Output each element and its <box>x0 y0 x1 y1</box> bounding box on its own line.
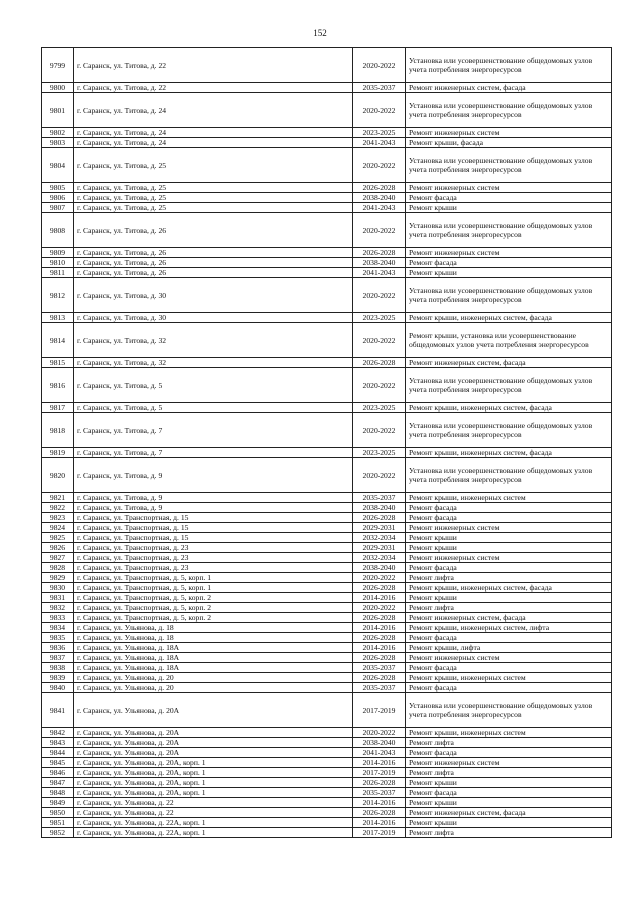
address-cell: г. Саранск, ул. Ульянова, д. 20А, корп. 1 <box>74 788 353 798</box>
address-cell: г. Саранск, ул. Транспортная, д. 23 <box>74 553 353 563</box>
table-row <box>42 798 612 808</box>
work-type-cell: Ремонт фасада <box>406 633 612 643</box>
row-number: 9812 <box>42 278 74 313</box>
table-row <box>42 663 612 673</box>
period-cell: 2017-2019 <box>353 693 406 728</box>
work-type-cell: Ремонт инженерных систем <box>406 248 612 258</box>
table-row <box>42 683 612 693</box>
row-number: 9831 <box>42 593 74 603</box>
table-body <box>42 48 612 838</box>
table-row <box>42 93 612 128</box>
work-type-cell: Ремонт крыши, инженерных систем, фасада <box>406 448 612 458</box>
work-type-cell: Ремонт лифта <box>406 768 612 778</box>
work-type-cell: Ремонт лифта <box>406 603 612 613</box>
address-cell: г. Саранск, ул. Ульянова, д. 18 <box>74 623 353 633</box>
work-type-cell: Ремонт лифта <box>406 573 612 583</box>
period-cell: 2035-2037 <box>353 493 406 503</box>
address-cell: г. Саранск, ул. Транспортная, д. 5, корп. 2 <box>74 593 353 603</box>
work-type-cell: Ремонт фасада <box>406 663 612 673</box>
period-cell: 2032-2034 <box>353 553 406 563</box>
period-cell: 2026-2028 <box>353 778 406 788</box>
period-cell: 2035-2037 <box>353 83 406 93</box>
work-type-cell: Ремонт инженерных систем, фасада <box>406 358 612 368</box>
address-cell: г. Саранск, ул. Титова, д. 32 <box>74 358 353 368</box>
work-type-cell: Ремонт фасада <box>406 513 612 523</box>
row-number: 9801 <box>42 93 74 128</box>
period-cell: 2029-2031 <box>353 543 406 553</box>
address-cell: г. Саранск, ул. Транспортная, д. 15 <box>74 523 353 533</box>
row-number: 9809 <box>42 248 74 258</box>
row-number: 9839 <box>42 673 74 683</box>
address-cell: г. Саранск, ул. Транспортная, д. 15 <box>74 513 353 523</box>
work-type-cell: Ремонт крыши, инженерных систем <box>406 673 612 683</box>
work-type-cell: Установка или усовершенствование общедомовых узлов учета потребления энергоресурсов <box>406 413 612 448</box>
work-type-cell: Ремонт крыши, инженерных систем, фасада <box>406 583 612 593</box>
table-row <box>42 493 612 503</box>
row-number: 9827 <box>42 553 74 563</box>
work-type-cell: Установка или усовершенствование общедомовых узлов учета потребления энергоресурсов <box>406 93 612 128</box>
table-row <box>42 503 612 513</box>
row-number: 9830 <box>42 583 74 593</box>
period-cell: 2020-2022 <box>353 573 406 583</box>
table-row <box>42 768 612 778</box>
work-type-cell: Ремонт крыши <box>406 203 612 213</box>
period-cell: 2020-2022 <box>353 148 406 183</box>
period-cell: 2020-2022 <box>353 93 406 128</box>
row-number: 9838 <box>42 663 74 673</box>
period-cell: 2041-2043 <box>353 748 406 758</box>
address-cell: г. Саранск, ул. Ульянова, д. 22А, корп. 1 <box>74 828 353 838</box>
period-cell: 2038-2040 <box>353 738 406 748</box>
row-number: 9837 <box>42 653 74 663</box>
work-type-cell: Ремонт инженерных систем, фасада <box>406 613 612 623</box>
work-type-cell: Установка или усовершенствование общедомовых узлов учета потребления энергоресурсов <box>406 213 612 248</box>
address-cell: г. Саранск, ул. Ульянова, д. 18А <box>74 663 353 673</box>
row-number: 9826 <box>42 543 74 553</box>
row-number: 9800 <box>42 83 74 93</box>
work-type-cell: Ремонт лифта <box>406 828 612 838</box>
table-row <box>42 738 612 748</box>
row-number: 9832 <box>42 603 74 613</box>
period-cell: 2020-2022 <box>353 213 406 248</box>
work-type-cell: Ремонт фасада <box>406 683 612 693</box>
period-cell: 2038-2040 <box>353 258 406 268</box>
period-cell: 2014-2016 <box>353 798 406 808</box>
address-cell: г. Саранск, ул. Титова, д. 5 <box>74 403 353 413</box>
address-cell: г. Саранск, ул. Ульянова, д. 22 <box>74 798 353 808</box>
period-cell: 2020-2022 <box>353 603 406 613</box>
address-cell: г. Саранск, ул. Транспортная, д. 5, корп. 2 <box>74 603 353 613</box>
address-cell: г. Саранск, ул. Транспортная, д. 5, корп. 1 <box>74 573 353 583</box>
row-number: 9843 <box>42 738 74 748</box>
table-row <box>42 458 612 493</box>
period-cell: 2026-2028 <box>353 583 406 593</box>
row-number: 9822 <box>42 503 74 513</box>
period-cell: 2020-2022 <box>353 728 406 738</box>
period-cell: 2020-2022 <box>353 278 406 313</box>
row-number: 9818 <box>42 413 74 448</box>
period-cell: 2014-2016 <box>353 758 406 768</box>
period-cell: 2026-2028 <box>353 613 406 623</box>
work-type-cell: Ремонт фасада <box>406 193 612 203</box>
table-row <box>42 543 612 553</box>
period-cell: 2014-2016 <box>353 643 406 653</box>
address-cell: г. Саранск, ул. Титова, д. 9 <box>74 458 353 493</box>
row-number: 9849 <box>42 798 74 808</box>
period-cell: 2038-2040 <box>353 193 406 203</box>
table-row <box>42 148 612 183</box>
address-cell: г. Саранск, ул. Титова, д. 24 <box>74 93 353 128</box>
period-cell: 2035-2037 <box>353 788 406 798</box>
table-row <box>42 448 612 458</box>
address-cell: г. Саранск, ул. Титова, д. 25 <box>74 193 353 203</box>
work-type-cell: Ремонт крыши, фасада <box>406 138 612 148</box>
row-number: 9805 <box>42 183 74 193</box>
address-cell: г. Саранск, ул. Титова, д. 30 <box>74 278 353 313</box>
table-row <box>42 593 612 603</box>
table-row <box>42 603 612 613</box>
address-cell: г. Саранск, ул. Титова, д. 9 <box>74 503 353 513</box>
table-row <box>42 258 612 268</box>
work-type-cell: Ремонт крыши, инженерных систем, лифта <box>406 623 612 633</box>
address-cell: г. Саранск, ул. Титова, д. 25 <box>74 183 353 193</box>
address-cell: г. Саранск, ул. Титова, д. 7 <box>74 448 353 458</box>
address-cell: г. Саранск, ул. Титова, д. 22 <box>74 83 353 93</box>
row-number: 9836 <box>42 643 74 653</box>
row-number: 9851 <box>42 818 74 828</box>
table-row <box>42 653 612 663</box>
table-row <box>42 193 612 203</box>
work-type-cell: Ремонт инженерных систем <box>406 758 612 768</box>
work-type-cell: Ремонт фасада <box>406 563 612 573</box>
address-cell: г. Саранск, ул. Ульянова, д. 20А <box>74 728 353 738</box>
work-type-cell: Ремонт фасада <box>406 748 612 758</box>
row-number: 9803 <box>42 138 74 148</box>
work-type-cell: Установка или усовершенствование общедомовых узлов учета потребления энергоресурсов <box>406 148 612 183</box>
table-row <box>42 48 612 83</box>
address-cell: г. Саранск, ул. Титова, д. 26 <box>74 268 353 278</box>
address-cell: г. Саранск, ул. Титова, д. 32 <box>74 323 353 358</box>
period-cell: 2014-2016 <box>353 593 406 603</box>
table-row <box>42 183 612 193</box>
table-row <box>42 83 612 93</box>
period-cell: 2026-2028 <box>353 513 406 523</box>
work-type-cell: Ремонт крыши <box>406 533 612 543</box>
work-type-cell: Ремонт фасада <box>406 503 612 513</box>
period-cell: 2038-2040 <box>353 503 406 513</box>
table-row <box>42 523 612 533</box>
row-number: 9811 <box>42 268 74 278</box>
work-type-cell: Ремонт крыши, инженерных систем, фасада <box>406 403 612 413</box>
work-type-cell: Ремонт инженерных систем <box>406 183 612 193</box>
period-cell: 2026-2028 <box>353 633 406 643</box>
row-number: 9848 <box>42 788 74 798</box>
address-cell: г. Саранск, ул. Титова, д. 7 <box>74 413 353 448</box>
table-row <box>42 323 612 358</box>
row-number: 9824 <box>42 523 74 533</box>
address-cell: г. Саранск, ул. Ульянова, д. 18А <box>74 653 353 663</box>
address-cell: г. Саранск, ул. Ульянова, д. 20А <box>74 738 353 748</box>
table-row <box>42 643 612 653</box>
row-number: 9819 <box>42 448 74 458</box>
table-row <box>42 633 612 643</box>
address-cell: г. Саранск, ул. Ульянова, д. 20 <box>74 673 353 683</box>
address-cell: г. Саранск, ул. Ульянова, д. 18А <box>74 643 353 653</box>
row-number: 9810 <box>42 258 74 268</box>
address-cell: г. Саранск, ул. Ульянова, д. 20А, корп. 1 <box>74 768 353 778</box>
row-number: 9825 <box>42 533 74 543</box>
period-cell: 2026-2028 <box>353 653 406 663</box>
table-row <box>42 553 612 563</box>
work-type-cell: Ремонт крыши <box>406 543 612 553</box>
address-cell: г. Саранск, ул. Титова, д. 26 <box>74 213 353 248</box>
table-row <box>42 533 612 543</box>
table-row <box>42 203 612 213</box>
address-cell: г. Саранск, ул. Титова, д. 22 <box>74 48 353 83</box>
table-row <box>42 828 612 838</box>
address-cell: г. Саранск, ул. Титова, д. 25 <box>74 148 353 183</box>
table-row <box>42 748 612 758</box>
table-row <box>42 728 612 738</box>
table-row <box>42 313 612 323</box>
period-cell: 2023-2025 <box>353 313 406 323</box>
work-type-cell: Ремонт фасада <box>406 788 612 798</box>
row-number: 9835 <box>42 633 74 643</box>
work-type-cell: Ремонт крыши, инженерных систем <box>406 728 612 738</box>
address-cell: г. Саранск, ул. Титова, д. 25 <box>74 203 353 213</box>
address-cell: г. Саранск, ул. Титова, д. 24 <box>74 128 353 138</box>
table-row <box>42 563 612 573</box>
period-cell: 2026-2028 <box>353 183 406 193</box>
row-number: 9816 <box>42 368 74 403</box>
period-cell: 2020-2022 <box>353 323 406 358</box>
table-row <box>42 138 612 148</box>
period-cell: 2032-2034 <box>353 533 406 543</box>
table-row <box>42 213 612 248</box>
work-type-cell: Установка или усовершенствование общедомовых узлов учета потребления энергоресурсов <box>406 693 612 728</box>
address-cell: г. Саранск, ул. Ульянова, д. 22 <box>74 808 353 818</box>
work-type-cell: Ремонт инженерных систем <box>406 653 612 663</box>
table-row <box>42 403 612 413</box>
row-number: 9847 <box>42 778 74 788</box>
period-cell: 2020-2022 <box>353 413 406 448</box>
work-type-cell: Установка или усовершенствование общедомовых узлов учета потребления энергоресурсов <box>406 48 612 83</box>
address-cell: г. Саранск, ул. Ульянова, д. 20 <box>74 683 353 693</box>
row-number: 9852 <box>42 828 74 838</box>
row-number: 9808 <box>42 213 74 248</box>
row-number: 9846 <box>42 768 74 778</box>
period-cell: 2023-2025 <box>353 448 406 458</box>
period-cell: 2026-2028 <box>353 808 406 818</box>
table-row <box>42 248 612 258</box>
table-row <box>42 573 612 583</box>
period-cell: 2029-2031 <box>353 523 406 533</box>
work-type-cell: Установка или усовершенствование общедомовых узлов учета потребления энергоресурсов <box>406 278 612 313</box>
period-cell: 2035-2037 <box>353 663 406 673</box>
row-number: 9813 <box>42 313 74 323</box>
table-row <box>42 583 612 593</box>
period-cell: 2023-2025 <box>353 128 406 138</box>
work-type-cell: Ремонт инженерных систем, фасада <box>406 83 612 93</box>
row-number: 9823 <box>42 513 74 523</box>
period-cell: 2014-2016 <box>353 818 406 828</box>
period-cell: 2020-2022 <box>353 458 406 493</box>
table-row <box>42 693 612 728</box>
address-cell: г. Саранск, ул. Транспортная, д. 5, корп. 2 <box>74 613 353 623</box>
row-number: 9817 <box>42 403 74 413</box>
table-row <box>42 623 612 633</box>
row-number: 9814 <box>42 323 74 358</box>
work-type-cell: Ремонт крыши, инженерных систем <box>406 493 612 503</box>
period-cell: 2026-2028 <box>353 358 406 368</box>
address-cell: г. Саранск, ул. Титова, д. 26 <box>74 258 353 268</box>
period-cell: 2038-2040 <box>353 563 406 573</box>
row-number: 9829 <box>42 573 74 583</box>
period-cell: 2020-2022 <box>353 368 406 403</box>
row-number: 9828 <box>42 563 74 573</box>
table-row <box>42 128 612 138</box>
table-row <box>42 413 612 448</box>
work-type-cell: Ремонт инженерных систем, фасада <box>406 808 612 818</box>
work-type-cell: Ремонт крыши, установка или усовершенствование общедомовых узлов учета потребления энергоресурсов <box>406 323 612 358</box>
table-row <box>42 673 612 683</box>
work-type-cell: Ремонт крыши <box>406 268 612 278</box>
table-row <box>42 358 612 368</box>
work-type-cell: Ремонт крыши <box>406 798 612 808</box>
work-type-cell: Ремонт лифта <box>406 738 612 748</box>
period-cell: 2023-2025 <box>353 403 406 413</box>
period-cell: 2041-2043 <box>353 138 406 148</box>
row-number: 9804 <box>42 148 74 183</box>
work-type-cell: Ремонт инженерных систем <box>406 523 612 533</box>
row-number: 9802 <box>42 128 74 138</box>
page-number: 152 <box>313 28 327 38</box>
table-row <box>42 818 612 828</box>
table-row <box>42 758 612 768</box>
work-type-cell: Ремонт крыши <box>406 778 612 788</box>
row-number: 9841 <box>42 693 74 728</box>
address-cell: г. Саранск, ул. Титова, д. 5 <box>74 368 353 403</box>
address-cell: г. Саранск, ул. Ульянова, д. 20А <box>74 693 353 728</box>
address-cell: г. Саранск, ул. Транспортная, д. 15 <box>74 533 353 543</box>
address-cell: г. Саранск, ул. Ульянова, д. 20А <box>74 748 353 758</box>
table-row <box>42 368 612 403</box>
row-number: 9834 <box>42 623 74 633</box>
row-number: 9845 <box>42 758 74 768</box>
period-cell: 2017-2019 <box>353 828 406 838</box>
address-cell: г. Саранск, ул. Титова, д. 9 <box>74 493 353 503</box>
row-number: 9840 <box>42 683 74 693</box>
address-cell: г. Саранск, ул. Ульянова, д. 22А, корп. 1 <box>74 818 353 828</box>
repair-schedule-table <box>41 47 612 838</box>
table-row <box>42 513 612 523</box>
address-cell: г. Саранск, ул. Транспортная, д. 23 <box>74 563 353 573</box>
period-cell: 2041-2043 <box>353 268 406 278</box>
period-cell: 2035-2037 <box>353 683 406 693</box>
row-number: 9815 <box>42 358 74 368</box>
period-cell: 2026-2028 <box>353 248 406 258</box>
work-type-cell: Ремонт крыши <box>406 818 612 828</box>
row-number: 9821 <box>42 493 74 503</box>
table-row <box>42 278 612 313</box>
row-number: 9833 <box>42 613 74 623</box>
row-number: 9820 <box>42 458 74 493</box>
row-number: 9842 <box>42 728 74 738</box>
row-number: 9850 <box>42 808 74 818</box>
table-row <box>42 778 612 788</box>
work-type-cell: Ремонт инженерных систем <box>406 128 612 138</box>
table-row <box>42 268 612 278</box>
period-cell: 2020-2022 <box>353 48 406 83</box>
period-cell: 2017-2019 <box>353 768 406 778</box>
work-type-cell: Ремонт крыши, инженерных систем, фасада <box>406 313 612 323</box>
work-type-cell: Ремонт фасада <box>406 258 612 268</box>
row-number: 9806 <box>42 193 74 203</box>
period-cell: 2041-2043 <box>353 203 406 213</box>
address-cell: г. Саранск, ул. Ульянова, д. 20А, корп. 1 <box>74 778 353 788</box>
address-cell: г. Саранск, ул. Титова, д. 24 <box>74 138 353 148</box>
period-cell: 2026-2028 <box>353 673 406 683</box>
period-cell: 2014-2016 <box>353 623 406 633</box>
work-type-cell: Ремонт крыши <box>406 593 612 603</box>
address-cell: г. Саранск, ул. Транспортная, д. 5, корп. 1 <box>74 583 353 593</box>
row-number: 9807 <box>42 203 74 213</box>
work-type-cell: Ремонт крыши, лифта <box>406 643 612 653</box>
row-number: 9799 <box>42 48 74 83</box>
address-cell: г. Саранск, ул. Ульянова, д. 20А, корп. 1 <box>74 758 353 768</box>
table-row <box>42 788 612 798</box>
address-cell: г. Саранск, ул. Ульянова, д. 18 <box>74 633 353 643</box>
table-row <box>42 613 612 623</box>
work-type-cell: Установка или усовершенствование общедомовых узлов учета потребления энергоресурсов <box>406 458 612 493</box>
address-cell: г. Саранск, ул. Титова, д. 26 <box>74 248 353 258</box>
table-row <box>42 808 612 818</box>
work-type-cell: Ремонт инженерных систем <box>406 553 612 563</box>
row-number: 9844 <box>42 748 74 758</box>
address-cell: г. Саранск, ул. Транспортная, д. 23 <box>74 543 353 553</box>
address-cell: г. Саранск, ул. Титова, д. 30 <box>74 313 353 323</box>
work-type-cell: Установка или усовершенствование общедомовых узлов учета потребления энергоресурсов <box>406 368 612 403</box>
